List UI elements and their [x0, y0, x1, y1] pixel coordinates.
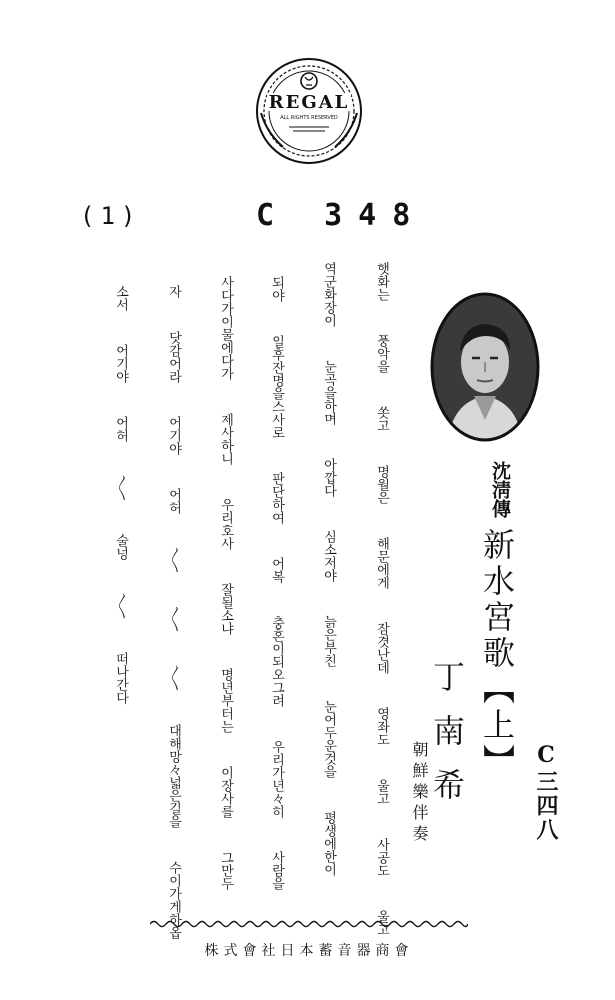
regal-logo — [253, 55, 365, 167]
disc-number: (1) — [80, 202, 142, 230]
lyric-column-2: 역군화장이 눈곡을하며 아깝다 심소저야 늙은부친 눈어두운것을 평생에한이 — [321, 262, 336, 876]
brand-text: REGAL — [268, 92, 350, 113]
lyric-column-6: 소서 어기야 어허 〱 술넝 〱 떠나간다 — [113, 285, 128, 704]
singer-name: 丁南希 — [428, 660, 466, 822]
publisher-footer: 株式會社日本蓄音器商會 — [204, 943, 414, 959]
story-title: 沈淸傳 — [489, 461, 511, 518]
wavy-divider — [150, 918, 468, 930]
catalog-number: C 348 — [256, 198, 427, 233]
lyric-column-5: 자 닷감어라 어기야 어허 〱 〱 〱 대해망々넓은길을 수이가게하옵 — [166, 285, 181, 939]
lyric-column-3: 되야 일후잔명을스사로 판단하여 어복 충혼이되오그려 우리가년々히 사람을 — [269, 276, 284, 890]
singer-portrait — [430, 292, 540, 442]
accompaniment-note: 朝鮮樂伴奏 — [410, 741, 429, 846]
catalog-vertical: C三四八 — [533, 742, 559, 842]
lyric-column-4: 사다가이물에다가 제사하니 우리호사 잘될소냐 명년부터는 이장사를 그만두 — [218, 276, 233, 890]
lyric-column-1: 햇화는 풍악을 쏫고 명월은 해문에게 잠겻난데 영좌도 울고 사공도 울고 — [374, 262, 389, 936]
svg-text:ALL RIGHTS RESERVED: ALL RIGHTS RESERVED — [280, 115, 338, 121]
song-title: 新水宮歌【上】 — [478, 528, 516, 780]
